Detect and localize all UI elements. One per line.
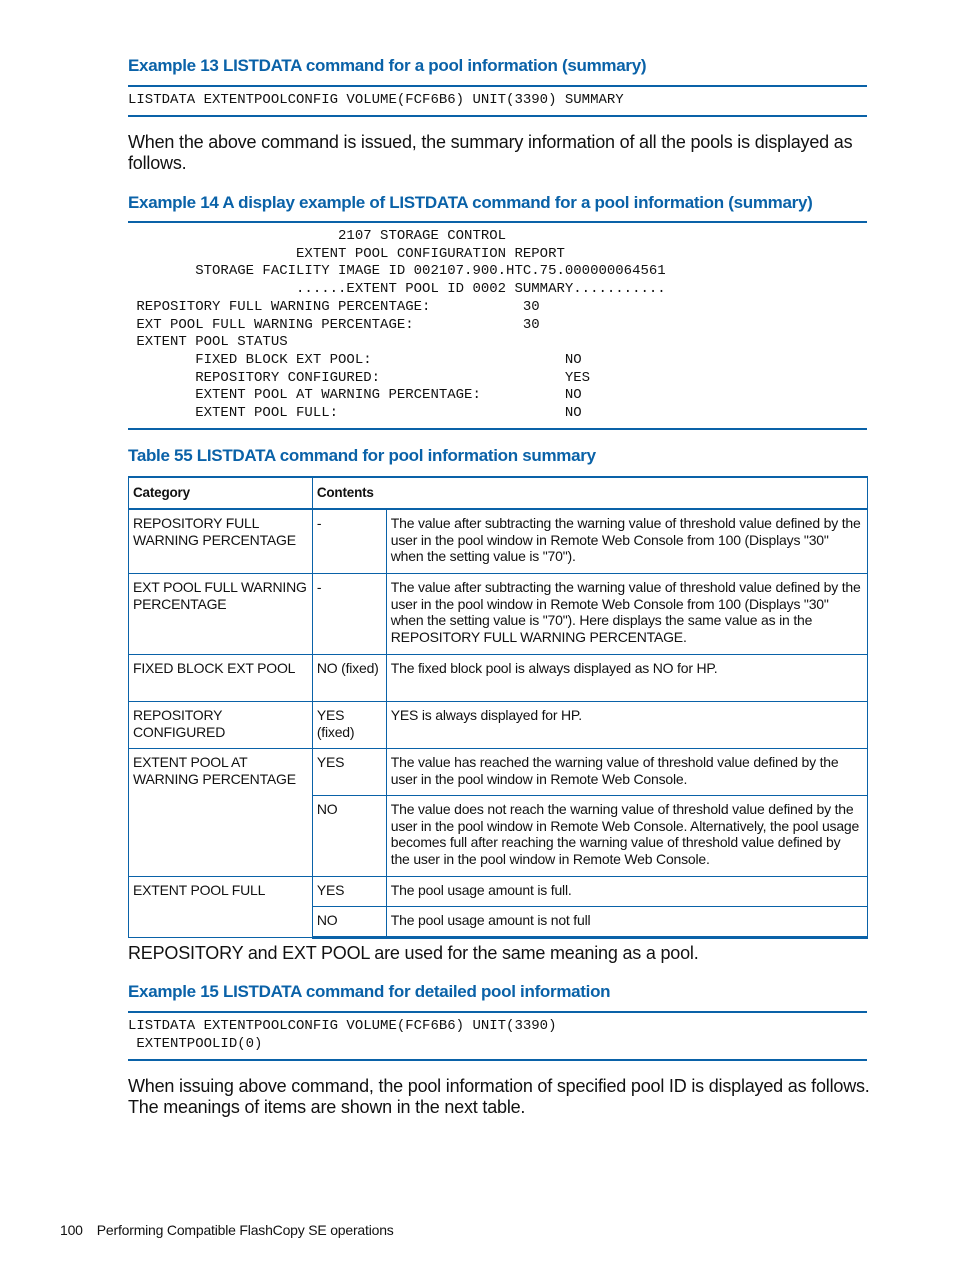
table-row: [129, 654, 868, 701]
example-13-code: LISTDATA EXTENTPOOLCONFIG VOLUME(FCF6B6) UNIT(3390) SUMMARY: [128, 92, 624, 108]
row-value: NO (fixed): [312, 654, 386, 701]
example-15-bottom-rule: [128, 1059, 867, 1061]
row-category: REPOSITORY FULL WARNING PERCENTAGE: [129, 509, 313, 574]
detail-paragraph: When issuing above command, the pool information of specified pool ID is displayed as follows. The meanings of items are shown in the next table.: [128, 1076, 870, 1117]
example-13-bottom-rule: [128, 115, 867, 117]
row-description: The value has reached the warning value of threshold value defined by the user in the pool window in Remote Web Console.: [386, 748, 867, 795]
table-row: [129, 701, 868, 748]
example-14-top-rule: [128, 221, 867, 223]
row-description: The value does not reach the warning value of threshold value defined by the user in the pool window in Remote Web Console. Alternatively, the pool usage becomes full after reaching the warning value of threshold value defined by the user in the pool window in Remote Web Console.: [386, 795, 867, 876]
table-row: [129, 748, 868, 795]
header-contents: Contents: [312, 477, 867, 509]
row-value: NO: [312, 795, 386, 876]
example-15-code: LISTDATA EXTENTPOOLCONFIG VOLUME(FCF6B6) UNIT(3390) EXTENTPOOLID(0): [128, 1018, 557, 1052]
example-14-bottom-rule: [128, 428, 867, 430]
table-row: [129, 509, 868, 574]
row-value: NO: [312, 906, 386, 937]
row-value: YES: [312, 876, 386, 906]
footer-section-title: Performing Compatible FlashCopy SE operations: [96, 1222, 394, 1238]
row-description: The fixed block pool is always displayed as NO for HP.: [386, 654, 867, 701]
example-14-code: 2107 STORAGE CONTROL EXTENT POOL CONFIGURATION REPORT STORAGE FACILITY IMAGE ID 002107.900.HTC.75.000000064561 ......EXTENT POOL ID 0002 SUMMARY........... REPOSITORY FULL WARNING PERCENTAGE: 30 EXT POOL FULL WARNING PERCENTAGE: 30 EXTENT POOL STATUS FIXED BLOCK EXT POOL: NO REPOSITORY CONFIGURED: YES EXTENT POOL AT WARNING PERCENTAGE: NO EXTENT POOL FULL: NO: [136, 228, 666, 422]
example-13-caption: Example 13 LISTDATA command for a pool information (summary): [128, 56, 647, 75]
table-row: [129, 876, 868, 906]
table-header-row: [129, 477, 868, 509]
example-15-top-rule: [128, 1011, 867, 1013]
row-description: YES is always displayed for HP.: [386, 701, 867, 748]
row-value: -: [312, 509, 386, 574]
row-category: REPOSITORY CONFIGURED: [129, 701, 313, 748]
row-value: YES (fixed): [312, 701, 386, 748]
row-description: The value after subtracting the warning value of threshold value defined by the user in the pool window in Remote Web Console from 100 (Displays "30" when the setting value is "70"). Here displays the same value as in the REPOSITORY FULL WARNING PERCENTAGE.: [386, 573, 867, 654]
table-row: [129, 573, 868, 654]
example-13-top-rule: [128, 85, 867, 87]
row-category: EXTENT POOL AT WARNING PERCENTAGE: [129, 748, 313, 876]
row-value: YES: [312, 748, 386, 795]
row-category: FIXED BLOCK EXT POOL: [129, 654, 313, 701]
table-55-caption: Table 55 LISTDATA command for pool information summary: [128, 446, 596, 465]
intro-paragraph: When the above command is issued, the summary information of all the pools is displayed as follows.: [128, 132, 853, 173]
row-description: The pool usage amount is not full: [386, 906, 867, 937]
row-category: EXTENT POOL FULL: [129, 876, 313, 937]
row-description: The pool usage amount is full.: [386, 876, 867, 906]
row-value: -: [312, 573, 386, 654]
header-category: Category: [129, 477, 313, 509]
example-14-caption: Example 14 A display example of LISTDATA command for a pool information (summary): [128, 193, 813, 212]
page-number: 100: [60, 1222, 83, 1238]
example-15-caption: Example 15 LISTDATA command for detailed pool information: [128, 982, 611, 1001]
pool-info-table: [128, 476, 868, 939]
pool-meaning-paragraph: REPOSITORY and EXT POOL are used for the same meaning as a pool.: [128, 943, 699, 963]
row-category: EXT POOL FULL WARNING PERCENTAGE: [129, 573, 313, 654]
page-footer: [60, 1222, 394, 1238]
row-description: The value after subtracting the warning value of threshold value defined by the user in the pool window in Remote Web Console from 100 (Displays "30" when the setting value is "70").: [386, 509, 867, 574]
